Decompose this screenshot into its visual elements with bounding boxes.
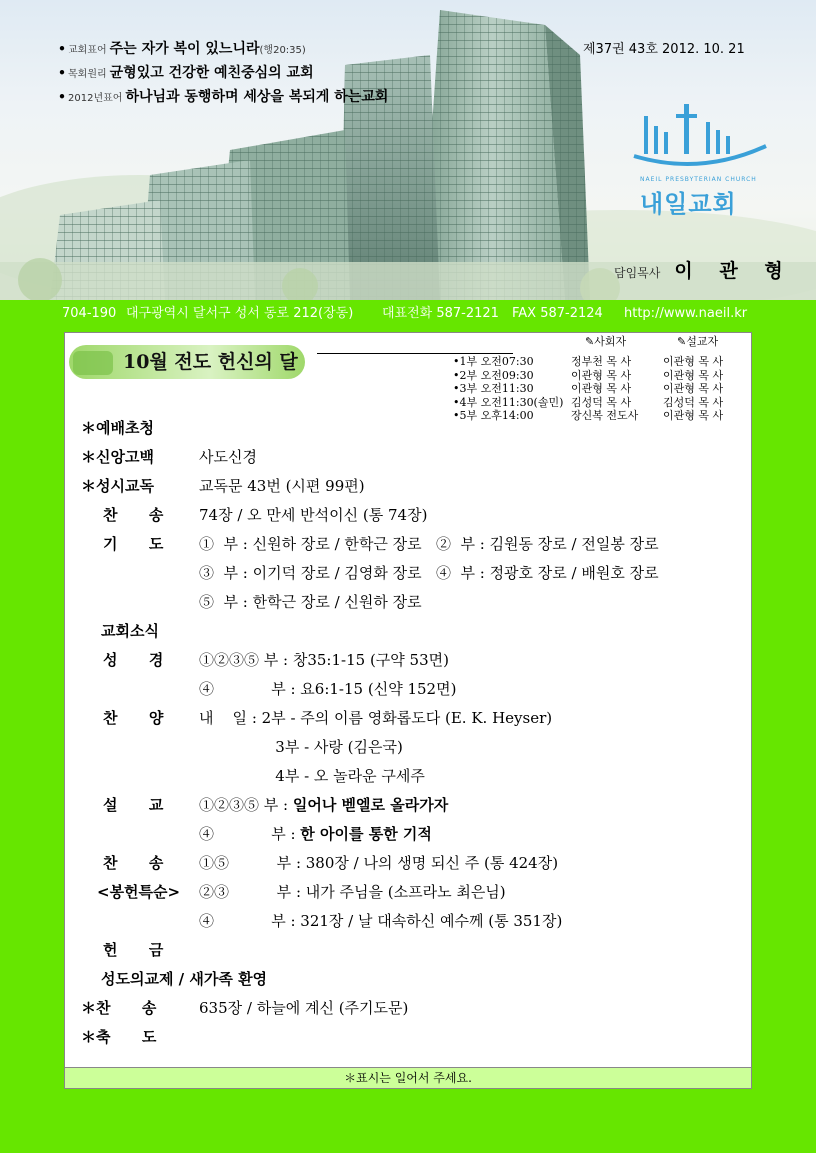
logo-name: 내일교회 [640, 190, 737, 218]
service-schedule [453, 355, 723, 423]
banner-divider [317, 353, 513, 354]
motto-line: • 목회원리 균형있고 건강한 예친중심의 교회 [58, 65, 314, 81]
service-row: •2부 오전09:30 이관형 목 사 이관형 목 사 [453, 368, 724, 382]
zip-code: 704-190 [62, 306, 117, 321]
website-link[interactable]: http://www.naeil.kr [624, 306, 748, 321]
order-of-worship-box: 10월 전도 헌신의 달 ✎사회자 ✎설교자 •1부 오전07:30 정부천 목 사 이관형 목 사 •2부 오전09:30 이관형 목 사 이관형 목 사 •3부 오전11:30 이관형 목 사 이관형 목 사 •4부 오전11:30(솔민) 김성덕 목 사 김성덕 목 사 •5부 오후14:00 장신복 전도사 이관형 목 사 ＊예배초청 ＊신앙고백 사도신경 ＊성시교독 교독문 43번 (시편 99편) 찬 송 74장 / 오 만세 반석이신 (통 74장) 기 도 ① 부 : 신원하 장로 / 한학근 장로 ② 부 : 김원동 장로 / 전일봉 장로 ③ 부 : 이기덕 장로 / 김영화 장로 ④ 부 : 정광호 장로 / 배원호 장로 ⑤ 부 : 한학근 장로 / 신원하 장로 교회소식 성 경 ①②③⑤ 부 : 창35:1-15 (구약 53면) ④ 부 : 요6:1-15 (신약 152면) 찬 양 내 일 : 2부 - 주의 이름 영화롭도다 (E. K. Heyser) 3부 - 사랑 (김은국) 4부 - 오 놀라운 구세주 설 교 ①②③⑤ 부 : 일어나 벧엘로 올라가자 ④ 부 : 한 아이를 통한 기적 찬 송 ①⑤ 부 : 380장 / 나의 생명 되신 주 (통 424장) <봉헌특순> ②③ 부 : 내가 주님을 (소프라노 최은님) ④ 부 : 321장 / 날 대속하신 예수께 (통 351장) 헌 금 성도의교제 / 새가족 환영 ＊찬 송 635장 / 하늘에 계신 (주기도문) ＊축 도 ＊표시는 일어서 주세요. [64, 332, 752, 1089]
pastor-name: 이 관 형 [674, 260, 793, 282]
sermon-title: 한 아이를 통한 기적 [300, 825, 432, 843]
fax-number: FAX 587-2124 [512, 306, 603, 321]
standing-note: ＊표시는 일어서 주세요. [65, 1067, 751, 1088]
motto-line: • 교회표어 주는 자가 복이 있느니라 (행20:35) [58, 41, 306, 57]
service-row: •4부 오전11:30(솔민) 김성덕 목 사 김성덕 목 사 [453, 395, 724, 409]
service-row: •1부 오전07:30 정부천 목 사 이관형 목 사 [453, 355, 724, 368]
logo-subtitle: NAEIL PRESBYTERIAN CHURCH [640, 176, 757, 183]
service-row: •3부 오전11:30 이관형 목 사 이관형 목 사 [453, 382, 724, 395]
pastor-role: 담임목사 [614, 266, 661, 280]
preacher-column-header: ✎설교자 [677, 335, 719, 348]
phone-number: 대표전화 587-2121 [382, 306, 499, 321]
bulletin-header [0, 0, 816, 300]
motto-line: • 2012년표어 하나님과 동행하며 세상을 복되게 하는교회 [58, 89, 389, 105]
banner-title: 10월 전도 헌신의 달 [123, 351, 298, 373]
sermon-title: 일어나 벧엘로 올라가자 [292, 796, 449, 814]
church-mottos [58, 38, 388, 110]
leader-column-header: ✎사회자 [585, 335, 627, 348]
church-address: 대구광역시 달서구 성서 동로 212(장동) [126, 306, 354, 321]
issue-number: 제37권 43호 2012. 10. 21 [583, 42, 745, 57]
service-row: •5부 오후14:00 장신복 전도사 이관형 목 사 [453, 409, 724, 422]
address-bar [0, 300, 816, 328]
senior-pastor [614, 256, 793, 283]
